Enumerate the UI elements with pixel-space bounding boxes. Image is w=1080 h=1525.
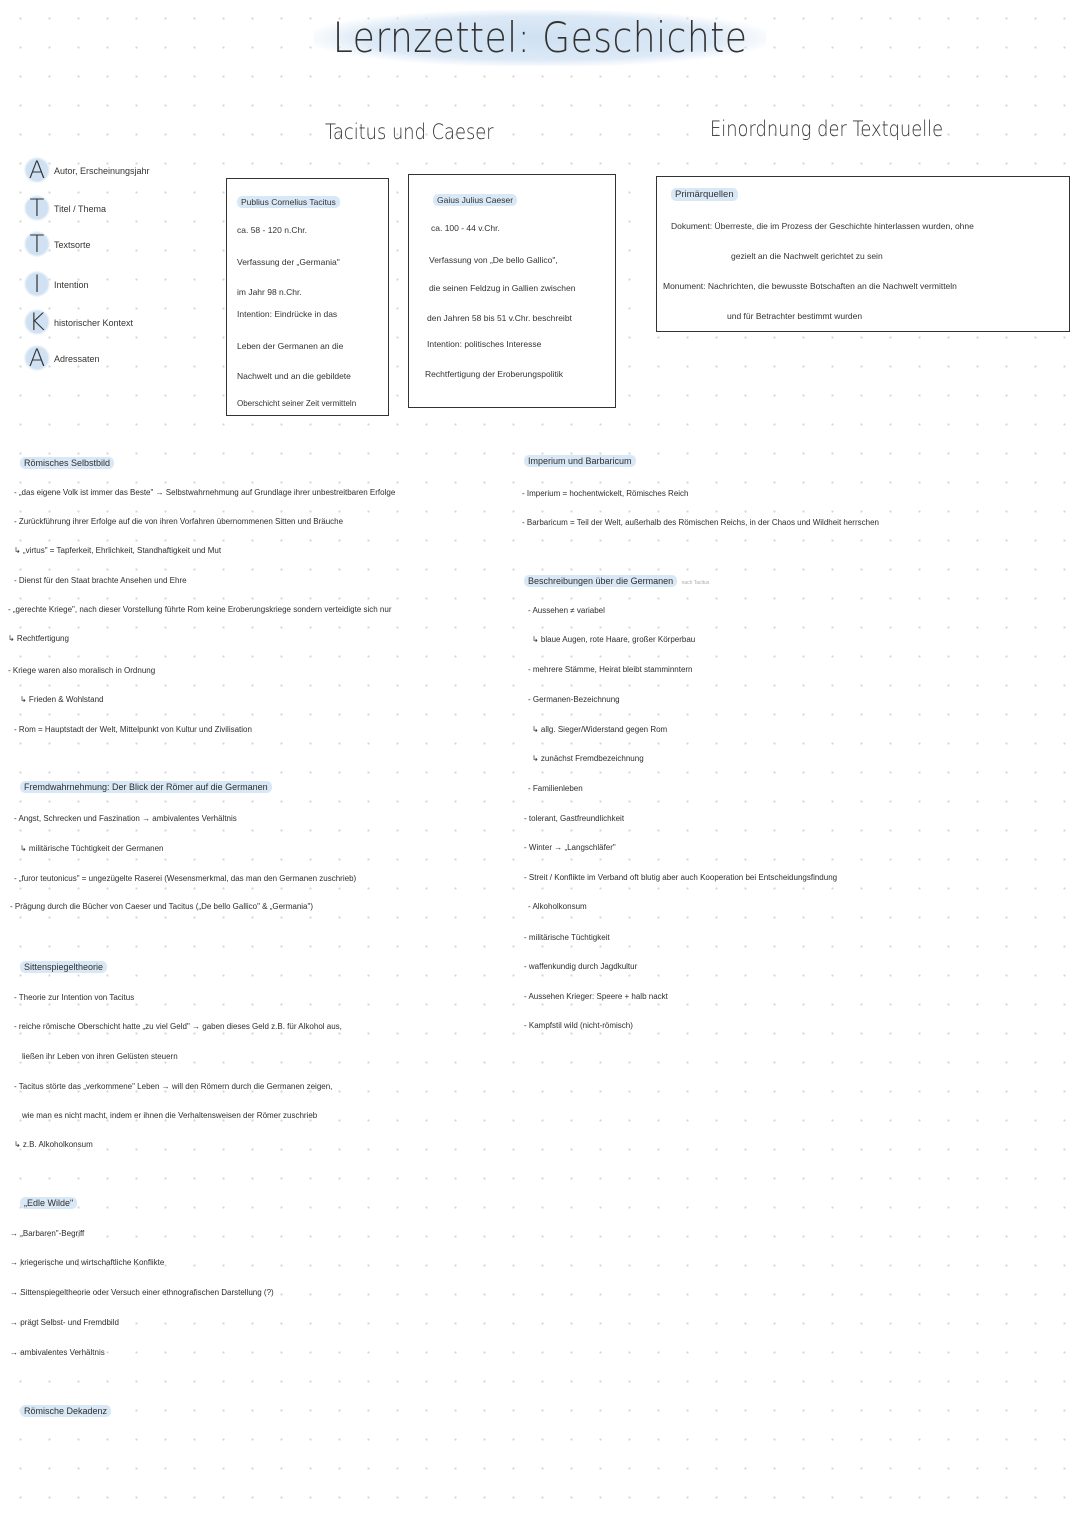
caesar-line: den Jahren 58 bis 51 v.Chr. beschreibt: [427, 313, 572, 323]
beschreibung-line: - Kampfstil wild (nicht-römisch): [524, 1021, 633, 1030]
beschreibung-line: - Aussehen ≠ variabel: [528, 606, 605, 615]
edle-title: „Edle Wilde": [20, 1198, 77, 1208]
beschreibung-line: ↳ allg. Sieger/Widerstand gegen Rom: [532, 725, 668, 734]
fremd-line: - Prägung durch die Bücher von Caeser und Tacitus („De bello Gallico" & „Germania"): [10, 902, 314, 911]
beschreibung-line: - militärische Tüchtigkeit: [524, 933, 610, 942]
selbstbild-line: - Kriege waren also moralisch in Ordnung: [8, 666, 156, 675]
attika-row: [24, 344, 100, 372]
tacitus-line: Intention: Eindrücke in das: [237, 309, 338, 319]
tacitus-line: Nachwelt und an die gebildete: [237, 371, 351, 381]
selbstbild-line: ↳ „virtus" = Tapferkeit, Ehrlichkeit, Standhaftigkeit und Mut: [14, 546, 222, 555]
dokument-text-2: gezielt an die Nachwelt gerichtet zu sein: [731, 251, 883, 261]
fremd-title: Fremdwahrnehmung: Der Blick der Römer auf die Germanen: [20, 782, 272, 792]
tacitus-line: Leben der Germanen an die: [237, 341, 344, 351]
beschreibung-line: - Familienleben: [528, 784, 583, 793]
monument-text-2: und für Betrachter bestimmt wurden: [727, 311, 863, 321]
monument-row: [663, 281, 957, 291]
sitten-line: - Theorie zur Intention von Tacitus: [14, 993, 135, 1002]
page-title: Lernzettel: Geschichte: [314, 10, 766, 66]
heading-einordnung: Einordnung der Textquelle: [710, 117, 944, 141]
selbstbild-line: - Dienst für den Staat brachte Ansehen und Ehre: [14, 576, 187, 585]
page-title-wrap: [0, 10, 1080, 66]
monument-text: Nachrichten, die bewusste Botschaften an die Nachwelt vermitteln: [707, 281, 957, 291]
sitten-title: Sittenspiegeltheorie: [20, 962, 107, 972]
sitten-line: ↳ z.B. Alkoholkonsum: [14, 1140, 93, 1149]
fremd-line: ↳ militärische Tüchtigkeit der Germanen: [20, 844, 164, 853]
attika-word: Autor, Erscheinungsjahr: [54, 166, 150, 176]
sitten-line: - reiche römische Oberschicht hatte „zu viel Geld" → gaben dieses Geld z.B. für Alkohol aus,: [14, 1022, 342, 1031]
beschreibung-line: - mehrere Stämme, Heirat bleibt stamminntern: [528, 665, 693, 674]
beschreibung-line: - waffenkundig durch Jagdkultur: [524, 962, 638, 971]
attika-word: Titel / Thema: [54, 204, 107, 214]
tacitus-box: [226, 178, 389, 416]
caesar-line: Verfassung von „De bello Gallico",: [429, 255, 558, 265]
monument-label: Monument:: [663, 281, 706, 291]
dokument-text: Überreste, die im Prozess der Geschichte hinterlassen wurden, ohne: [714, 221, 974, 231]
edle-line: → kriegerische und wirtschaftliche Konflikte: [10, 1258, 165, 1267]
tacitus-name: Publius Cornelius Tacitus: [237, 197, 340, 207]
beschreibung-line: - Alkoholkonsum: [528, 902, 587, 911]
imperium-line: - Imperium = hochentwickelt, Römisches Reich: [522, 489, 689, 498]
sitten-line: ließen ihr Leben von ihren Gelüsten steuern: [22, 1052, 178, 1061]
caesar-line: Intention: politisches Interesse: [427, 339, 542, 349]
caesar-line: Rechtfertigung der Eroberungspolitik: [425, 369, 563, 379]
attika-row: [24, 270, 89, 298]
dokument-row: [671, 221, 974, 231]
attika-row: [24, 194, 106, 222]
attika-letter: I: [24, 270, 50, 298]
caesar-box: [408, 174, 616, 408]
attika-letter: A: [24, 156, 50, 184]
edle-line: → „Barbaren"-Begriff: [10, 1229, 85, 1238]
attika-row: [24, 308, 133, 336]
quellen-box: [656, 176, 1070, 332]
selbstbild-line: ↳ Frieden & Wohlstand: [20, 695, 104, 704]
selbstbild-line: ↳ Rechtfertigung: [8, 634, 69, 643]
beschreibung-title: Beschreibungen über die Germanen nach Tacitus: [524, 576, 709, 586]
edle-line: → prägt Selbst- und Fremdbild: [10, 1318, 119, 1327]
attika-letter: T: [24, 230, 50, 258]
heading-tacitus-caesar: Tacitus und Caeser: [325, 120, 494, 144]
beschreibung-line: ↳ zunächst Fremdbezeichnung: [532, 754, 644, 763]
attika-letter: A: [24, 344, 50, 372]
attika-row: [24, 156, 150, 184]
attika-word: Adressaten: [54, 354, 100, 364]
beschreibung-title-note: nach Tacitus: [681, 580, 710, 586]
attika-word: historischer Kontext: [54, 318, 134, 328]
tacitus-line: ca. 58 - 120 n.Chr.: [237, 225, 307, 235]
attika-word: Intention: [54, 280, 89, 290]
imperium-title: Imperium und Barbaricum: [524, 456, 636, 466]
caesar-name: Gaius Julius Caeser: [433, 195, 517, 205]
caesar-line: ca. 100 - 44 v.Chr.: [431, 223, 500, 233]
attika-row: [24, 230, 91, 258]
sitten-line: wie man es nicht macht, indem er ihnen die Verhaltensweisen der Römer zuschrieb: [22, 1111, 318, 1120]
selbstbild-line: - Zurückführung ihrer Erfolge auf die von ihren Vorfahren übernommenen Sitten und Bräuche: [14, 517, 344, 526]
fremd-line: - „furor teutonicus" = ungezügelte Raserei (Wesensmerkmal, das man den Germanen zuschrieb): [14, 874, 357, 883]
edle-line: → Sittenspiegeltheorie oder Versuch einer ethnografischen Darstellung (?): [10, 1288, 274, 1297]
caesar-line: die seinen Feldzug in Gallien zwischen: [429, 283, 576, 293]
beschreibung-line: - tolerant, Gastfreundlichkeit: [524, 814, 625, 823]
tacitus-line: Verfassung der „Germania": [237, 257, 340, 267]
tacitus-line: im Jahr 98 n.Chr.: [237, 287, 302, 297]
attika-word: Textsorte: [54, 240, 91, 250]
attika-letter: K: [24, 308, 50, 336]
selbstbild-title: Römisches Selbstbild: [20, 458, 114, 468]
imperium-line: - Barbaricum = Teil der Welt, außerhalb des Römischen Reichs, in der Chaos und Wildheit herrschen: [522, 518, 879, 527]
beschreibung-line: - Streit / Konflikte im Verband oft blutig aber auch Kooperation bei Entscheidungsfindung: [524, 873, 838, 882]
fremd-line: - Angst, Schrecken und Faszination → ambivalentes Verhältnis: [14, 814, 237, 823]
edle-line: → ambivalentes Verhältnis: [10, 1348, 105, 1357]
selbstbild-line: - „gerechte Kriege", nach dieser Vorstellung führte Rom keine Eroberungskriege sondern verteidigte sich nur: [8, 605, 392, 614]
dokument-label: Dokument:: [671, 221, 713, 231]
attika-letter: T: [24, 194, 50, 222]
beschreibung-line: ↳ blaue Augen, rote Haare, großer Körperbau: [532, 635, 696, 644]
quellen-label: Primärquellen: [671, 189, 738, 200]
beschreibung-line: - Winter → „Langschläfer": [524, 843, 616, 852]
beschreibung-line: - Aussehen Krieger: Speere + halb nackt: [524, 992, 668, 1001]
selbstbild-line: - Rom = Hauptstadt der Welt, Mittelpunkt von Kultur und Zivilisation: [14, 725, 252, 734]
dekadenz-title: Römische Dekadenz: [20, 1406, 111, 1416]
tacitus-line: Oberschicht seiner Zeit vermitteln: [237, 399, 357, 408]
selbstbild-line: - „das eigene Volk ist immer das Beste" → Selbstwahrnehmung auf Grundlage ihrer unbestreitbaren Erfolge: [14, 488, 396, 497]
beschreibung-line: - Germanen-Bezeichnung: [528, 695, 620, 704]
sitten-line: - Tacitus störte das „verkommene" Leben → will den Römern durch die Germanen zeigen,: [14, 1082, 333, 1091]
